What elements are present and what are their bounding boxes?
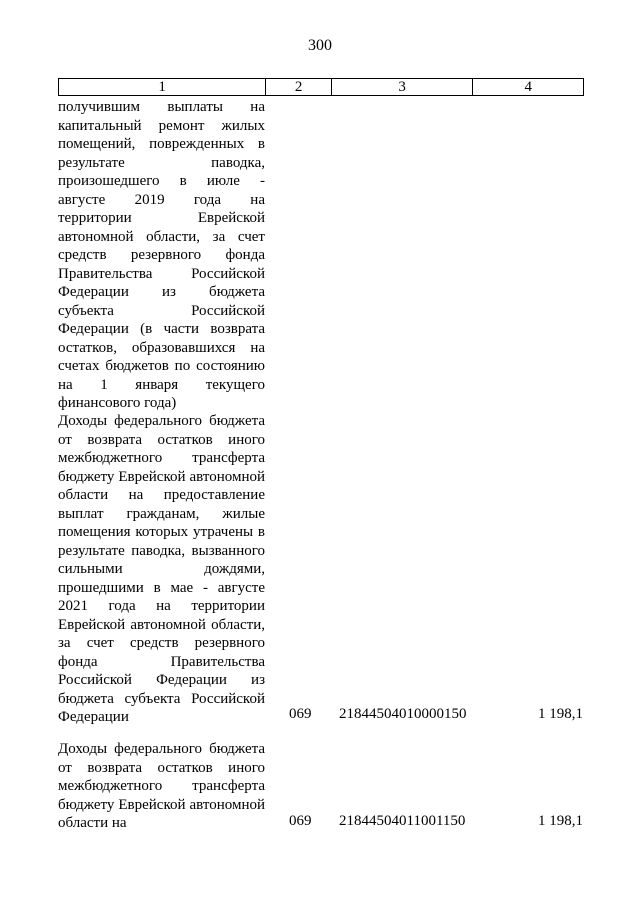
row-amount: 1 198,1 (538, 706, 583, 722)
row-description: Доходы федерального бюджета от возврата остатков иного межбюджетного трансферта бюджету Еврейской автономной области на предоставление выплат гражданам, жилые помещения которых утрачены в результате паводка, вызванного сильными дождями, прошедшими в мае - августе 2021 года на территории Еврейской автономной области, за счет средств резервного фонда Правительства Российской Федерации из бюджета субъекта Российской Федерации (58, 413, 265, 725)
row-description: Доходы федерального бюджета от возврата остатков иного межбюджетного трансферта бюджету Еврейской автономной области на (58, 741, 265, 830)
row-budget-classification-code: 21844504010000150 (339, 706, 467, 722)
row-budget-classification-code: 21844504011001150 (339, 813, 466, 829)
column-number-3: 3 (332, 79, 473, 95)
table-column-header (58, 78, 584, 96)
page-number: 300 (308, 37, 332, 54)
column-number-4: 4 (524, 79, 532, 95)
row-description: получившим выплаты на капитальный ремонт жилых помещений, поврежденных в результате паводка, произошедшего в июле - августе 2019 года на территории Еврейской автономной области, за счет средств резервного фонда Правительства Российской Федерации из бюджета субъекта Российской Федерации (в части возврата остатков, образовавшихся на счетах бюджетов по состоянию на 1 января текущего финансового года) (58, 99, 265, 411)
row-admin-code: 069 (289, 706, 312, 722)
row-admin-code: 069 (289, 813, 312, 829)
row-amount: 1 198,1 (538, 813, 583, 829)
column-number-2: 2 (266, 79, 332, 95)
column-number-1: 1 (59, 79, 266, 95)
